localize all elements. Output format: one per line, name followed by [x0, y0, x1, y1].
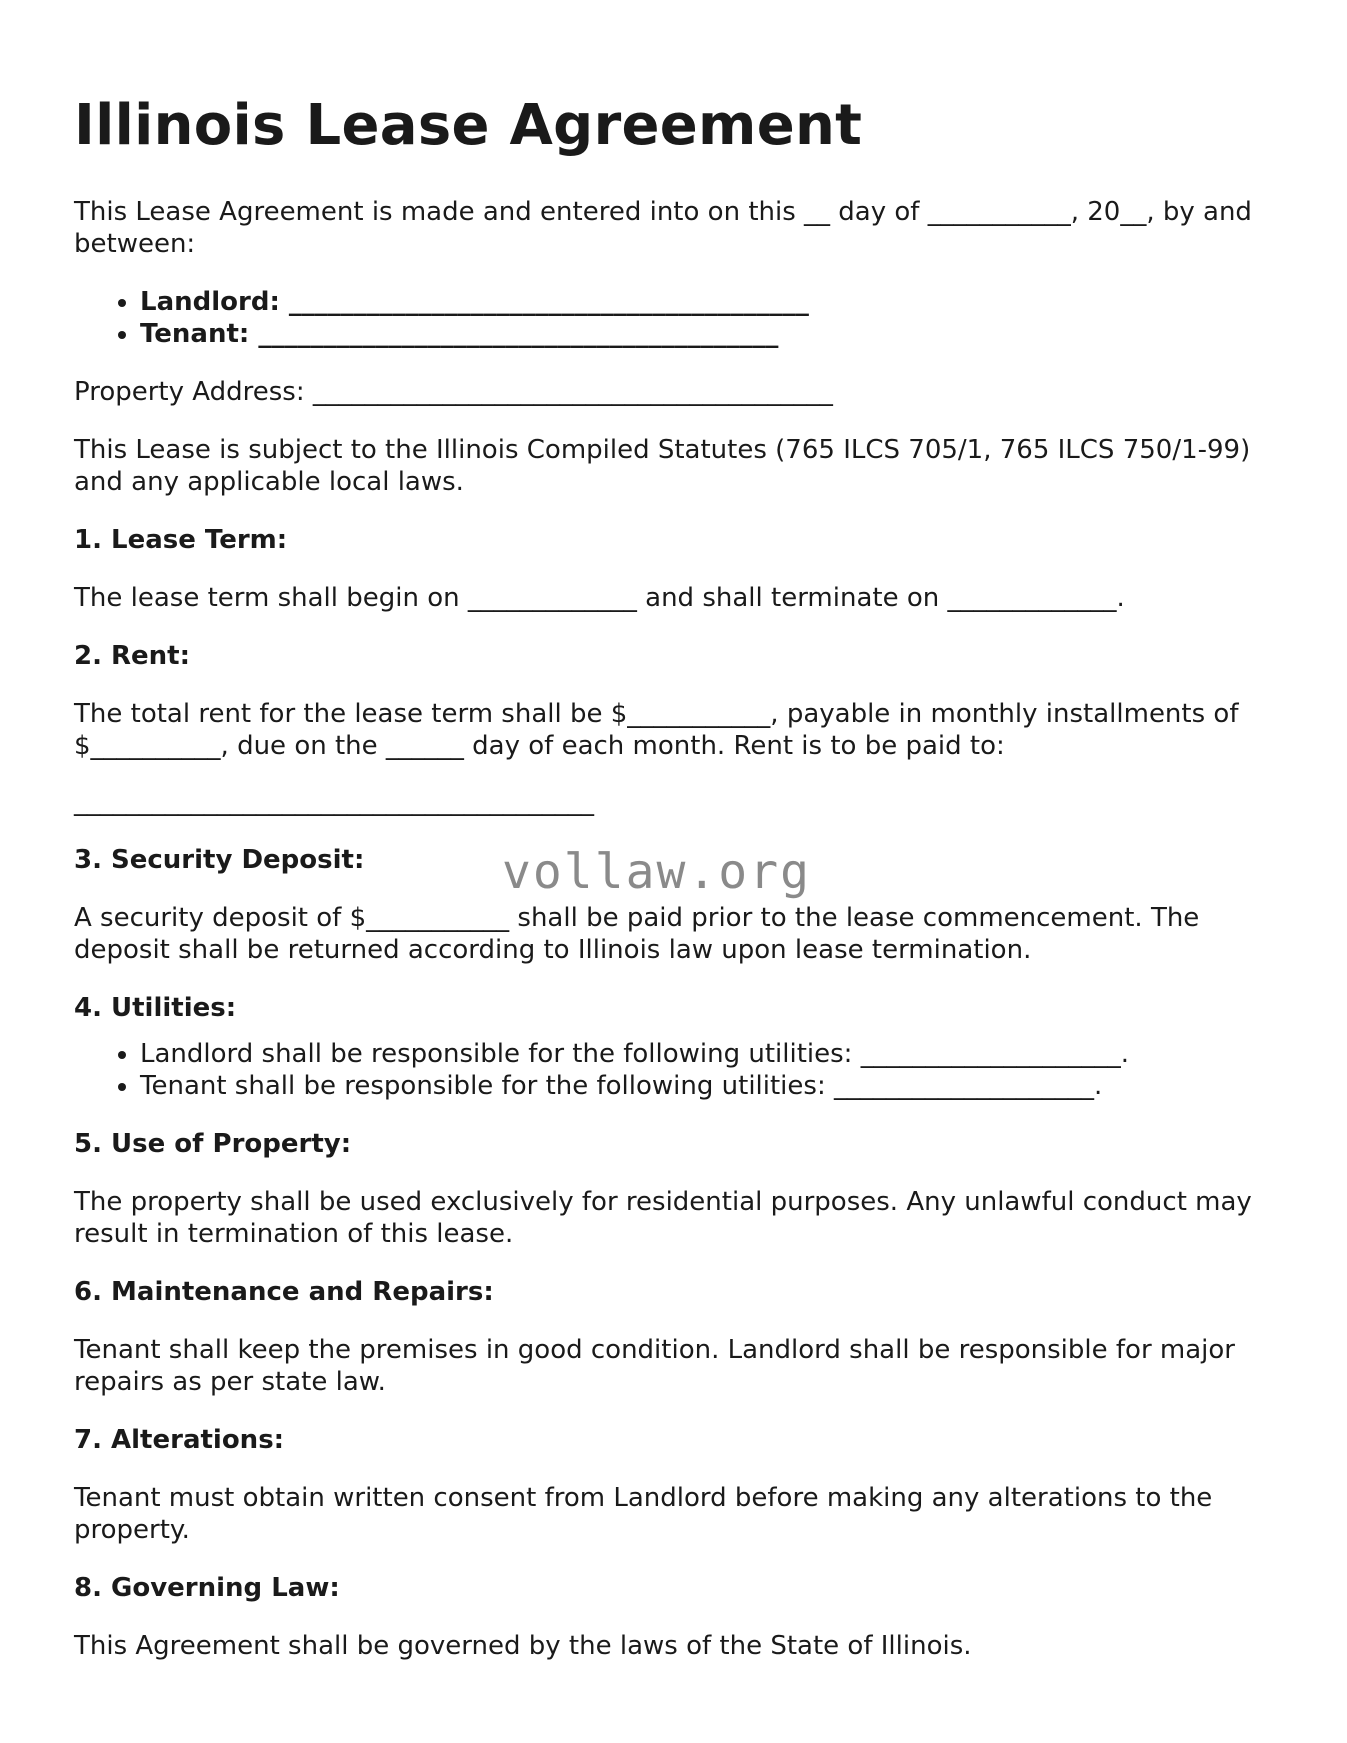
- section-heading-use-of-property: 5. Use of Property:: [74, 1129, 352, 1159]
- landlord-label: Landlord:: [140, 287, 280, 317]
- watermark: vollaw.org: [502, 844, 811, 900]
- utilities-tenant: • Tenant shall be responsible for the following utilities: ____________________.: [140, 1070, 1274, 1102]
- landlord-blank: ________________________________________: [279, 287, 809, 317]
- section-text-maintenance: Tenant shall keep the premises in good condition. Landlord shall be responsible for major repairs as per state law.: [74, 1335, 1235, 1397]
- document-title: Illinois Lease Agreement: [74, 93, 863, 158]
- section-text-rent: The total rent for the lease term shall be $___________, payable in monthly installments of $__________, due on the ______ day of each month. Rent is to be paid to:: [74, 699, 1239, 761]
- tenant-blank: ________________________________________: [249, 319, 779, 349]
- section-heading-utilities: 4. Utilities:: [74, 993, 237, 1023]
- section-heading-security-deposit: 3. Security Deposit:: [74, 845, 365, 875]
- party-tenant: [140, 318, 1274, 350]
- utilities-list: [74, 1038, 1274, 1102]
- section-heading-maintenance: 6. Maintenance and Repairs:: [74, 1277, 494, 1307]
- statute-note: This Lease is subject to the Illinois Compiled Statutes (765 ILCS 705/1, 765 ILCS 750/1-99) and any applicable local laws.: [74, 435, 1251, 497]
- parties-list: [74, 286, 1274, 350]
- section-text-alterations: Tenant must obtain written consent from Landlord before making any alterations to the property.: [74, 1483, 1213, 1545]
- section-heading-lease-term: 1. Lease Term:: [74, 525, 288, 555]
- property-address: Property Address: ________________________________________: [74, 377, 833, 407]
- tenant-label: Tenant:: [140, 319, 250, 349]
- section-text-lease-term: The lease term shall begin on _____________ and shall terminate on _____________.: [74, 583, 1125, 613]
- utilities-landlord: • Landlord shall be responsible for the following utilities: ____________________.: [140, 1038, 1274, 1070]
- section-heading-alterations: 7. Alterations:: [74, 1425, 285, 1455]
- section-text-security-deposit: A security deposit of $___________ shall be paid prior to the lease commencement. The deposit shall be returned according to Illinois law upon lease termination.: [74, 903, 1200, 965]
- section-text-governing-law: This Agreement shall be governed by the laws of the State of Illinois.: [74, 1631, 972, 1661]
- section-heading-governing-law: 8. Governing Law:: [74, 1573, 340, 1603]
- section-text-use-of-property: The property shall be used exclusively for residential purposes. Any unlawful conduct may result in termination of this lease.: [74, 1187, 1252, 1249]
- intro-paragraph: This Lease Agreement is made and entered into on this __ day of ___________, 20__, by and between:: [74, 197, 1252, 259]
- party-landlord: [140, 286, 1274, 318]
- section-heading-rent: 2. Rent:: [74, 641, 191, 671]
- rent-payee-blank: ________________________________________: [74, 787, 594, 817]
